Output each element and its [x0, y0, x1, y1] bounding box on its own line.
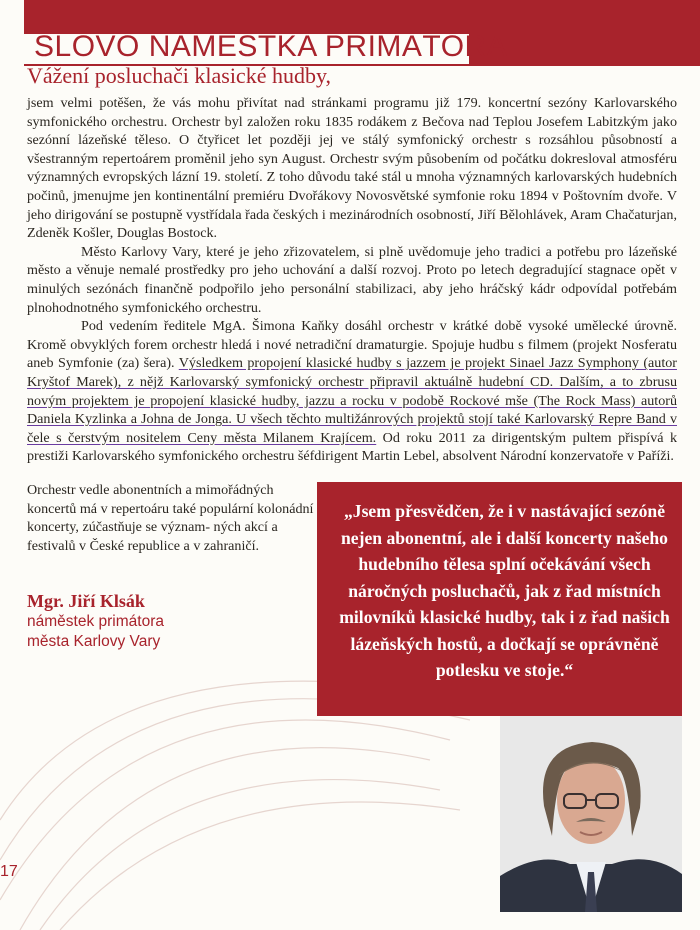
signature-role-line2: města Karlovy Vary [27, 633, 161, 650]
paragraph-3-intro: Pod vedením ředitele MgA. Šimona Kaňky dosáhl orchestr v krátké době vysoké umělecké úrovně. Kromě obvyklých forem orchestr hledá i nové netradiční dramaturgie. Spojuje hudbu s filmem (projekt Nosferatu aneb Symfonie (za) šera). [27, 318, 677, 372]
article-body [27, 94, 677, 466]
signature-role-line1: náměstek primátora [27, 613, 164, 630]
portrait-photo [500, 716, 682, 912]
pull-quote-box [317, 482, 682, 716]
pull-quote: „Jsem přesvědčen, že i v nastávající sezóně nejen abonentní, ale i další koncerty našeho hudebního tělesa splní očekávání všech náročných posluchačů, jak z řad místních milovníků klasické hudby, tak i z řad našich lázeňských hostů, a dočkají se oprávněně potlesku ve stoje.“ [339, 501, 670, 680]
paragraph-2: Město Karlovy Vary, které je jeho zřizovatelem, si plně uvědomuje jeho tradici a potřebu pro lázeňské město a věnuje nemalé prostředky pro jeho uchování a další rozvoj. Proto po letech degradující stagnace opět v minulých sezónách finančně podpořilo jeho personální stabilizaci, aby jeho hráčský kádr odpovídal potřebám plnohodnotného symfonického orchestru. [27, 243, 677, 316]
paragraph-1: jsem velmi potěšen, že vás mohu přivítat nad stránkami programu již 179. koncertní sezóny Karlovarského symfonického orchestru. Orchestr byl založen roku 1835 rodákem z Bečova nad Teplou Josefem Labitzkým jako sezónní lázeňské těleso. O čtyřicet let později jej ve stálý symfonický orchestr s rozsáhlou působností a všestranným repertoárem proměnil jeho syn August. Orchestr svým působením od počátku dokresloval atmosféru významných evropských lázní 19. století. Z toho důvodu také stál u mnoha významných karlovarských hudebních počinů, jmenujme jen kontinentální premiéru Dvořákovy Novosvětské symfonie roku 1894 v Poštovním dvoře. V jeho dirigování se postupně vystřídala řada českých i mezinárodních osobností, Jiří Bělohlávek, Aram Chačaturjan, Zdeněk Košler, Douglas Bostock. [27, 95, 677, 242]
paragraph-3-underlined: Výsledkem propojení klasické hudby s jazzem je projekt Sinael Jazz Symphony (autor Kryštof Marek), z nějž Karlovarský symfonický orchestr připravil aktuálně hudební CD. Dalším, a to zbrusu novým projektem je propojení klasické hudby, jazzu a rocku v podobě Rockové mše (The Rock Mass) autorů Daniela Kyzlinka a Johna de Jonga. U všech těchto multižánrových projektů stojí také Karlovarský Repre Band v čele s čerstvým nositelem Ceny města Milanem Krajícem. [27, 355, 677, 446]
paragraph-3-end: Od roku 2011 za dirigentským pultem přispívá k prestiži Karlovarského symfonického orchestru šéfdirigent Martin Lebel, absolvent Národní konzervatoře v Paříži. [27, 429, 677, 465]
page-title: SLOVO NÁMĚSTKA PRIMÁTORA [34, 30, 508, 63]
signature-role [27, 612, 287, 652]
signature-name: Mgr. Jiří Klsák [27, 591, 145, 611]
greeting: Vážení posluchači klasické hudby, [27, 63, 332, 88]
page-number: 17 [0, 863, 18, 880]
paragraph-3 [27, 317, 677, 466]
paragraph-4: Orchestr vedle abonentních a mimořádných koncertů má v repertoáru také populární kolonádní koncerty, zúčastňuje se význam- ných akcí a festivalů v České republice a v zahraničí. [27, 482, 314, 554]
